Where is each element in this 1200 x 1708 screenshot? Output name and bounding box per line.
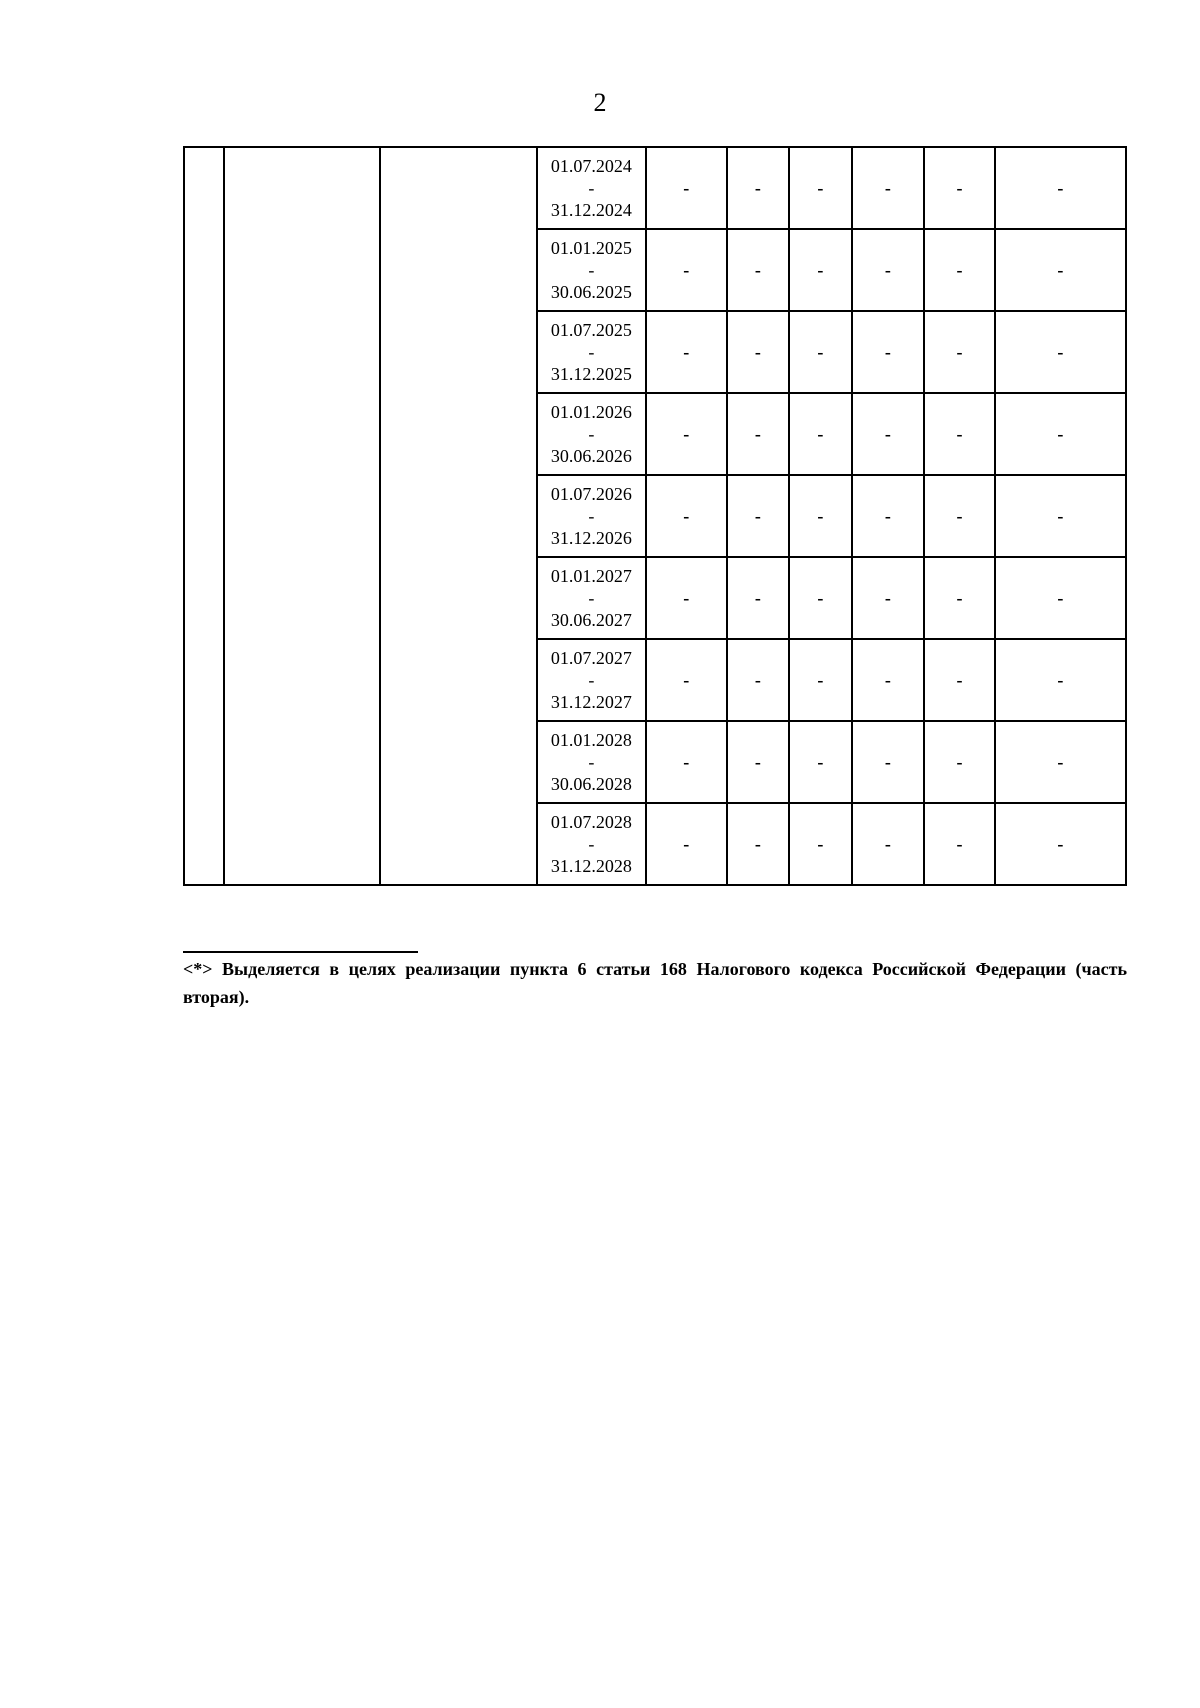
- value-cell: -: [995, 147, 1126, 229]
- value-cell: -: [646, 475, 727, 557]
- period-cell: [537, 147, 646, 229]
- period-sep: -: [588, 670, 595, 690]
- value-cell: -: [727, 475, 790, 557]
- value-cell: -: [789, 557, 852, 639]
- value-cell: -: [727, 393, 790, 475]
- value-cell: -: [852, 147, 925, 229]
- period-sep: -: [588, 342, 595, 362]
- blank-col-1: [184, 147, 224, 885]
- period-start: 01.07.2028: [550, 812, 632, 832]
- value-cell: -: [727, 721, 790, 803]
- period-end: 30.06.2027: [550, 610, 632, 630]
- page-number: 2: [593, 88, 607, 117]
- period-cell: [537, 311, 646, 393]
- value-cell: -: [852, 721, 925, 803]
- value-cell: -: [995, 639, 1126, 721]
- value-cell: -: [924, 147, 995, 229]
- period-end: 31.12.2025: [550, 364, 632, 384]
- value-cell: -: [995, 475, 1126, 557]
- value-cell: -: [995, 393, 1126, 475]
- value-cell: -: [995, 557, 1126, 639]
- period-sep: -: [588, 588, 595, 608]
- value-cell: -: [789, 803, 852, 885]
- value-cell: -: [727, 229, 790, 311]
- periods-table: [183, 146, 1127, 886]
- period-sep: -: [588, 834, 595, 854]
- period-cell: [537, 393, 646, 475]
- value-cell: -: [852, 557, 925, 639]
- value-cell: -: [727, 147, 790, 229]
- value-cell: -: [852, 311, 925, 393]
- value-cell: -: [995, 803, 1126, 885]
- value-cell: -: [924, 311, 995, 393]
- period-start: 01.01.2028: [550, 730, 632, 750]
- period-sep: -: [588, 178, 595, 198]
- value-cell: -: [924, 557, 995, 639]
- value-cell: -: [852, 803, 925, 885]
- period-cell: [537, 557, 646, 639]
- period-cell: [537, 229, 646, 311]
- period-sep: -: [588, 424, 595, 444]
- period-end: 31.12.2027: [550, 692, 632, 712]
- value-cell: -: [789, 721, 852, 803]
- value-cell: -: [924, 639, 995, 721]
- period-cell: [537, 803, 646, 885]
- period-end: 31.12.2026: [550, 528, 632, 548]
- value-cell: -: [924, 803, 995, 885]
- footnote-text: <*> Выделяется в целях реализации пункта 6 статьи 168 Налогового кодекса Российской Федерации (часть вторая).: [183, 959, 1127, 1007]
- table-row: [184, 147, 1126, 229]
- value-cell: -: [924, 721, 995, 803]
- value-cell: -: [852, 639, 925, 721]
- period-end: 31.12.2024: [550, 200, 632, 220]
- blank-col-2: [224, 147, 379, 885]
- period-sep: -: [588, 752, 595, 772]
- value-cell: -: [727, 557, 790, 639]
- value-cell: -: [646, 639, 727, 721]
- period-cell: [537, 639, 646, 721]
- blank-col-3: [380, 147, 537, 885]
- footnote-divider: [183, 951, 418, 953]
- value-cell: -: [924, 229, 995, 311]
- value-cell: -: [924, 393, 995, 475]
- value-cell: -: [727, 639, 790, 721]
- period-sep: -: [588, 506, 595, 526]
- period-end: 30.06.2026: [550, 446, 632, 466]
- value-cell: -: [727, 311, 790, 393]
- period-start: 01.07.2025: [550, 320, 632, 340]
- period-end: 31.12.2028: [550, 856, 632, 876]
- period-cell: [537, 721, 646, 803]
- value-cell: -: [646, 147, 727, 229]
- period-start: 01.07.2027: [550, 648, 632, 668]
- value-cell: -: [646, 721, 727, 803]
- table-body: [184, 147, 1126, 885]
- value-cell: -: [646, 557, 727, 639]
- period-end: 30.06.2025: [550, 282, 632, 302]
- value-cell: -: [789, 229, 852, 311]
- value-cell: -: [727, 803, 790, 885]
- value-cell: -: [646, 803, 727, 885]
- value-cell: -: [789, 393, 852, 475]
- value-cell: -: [924, 475, 995, 557]
- value-cell: -: [852, 393, 925, 475]
- value-cell: -: [852, 229, 925, 311]
- value-cell: -: [789, 639, 852, 721]
- value-cell: -: [995, 311, 1126, 393]
- period-start: 01.07.2024: [550, 156, 632, 176]
- period-end: 30.06.2028: [550, 774, 632, 794]
- value-cell: -: [789, 147, 852, 229]
- period-start: 01.01.2026: [550, 402, 632, 422]
- value-cell: -: [646, 229, 727, 311]
- value-cell: -: [852, 475, 925, 557]
- value-cell: -: [646, 393, 727, 475]
- value-cell: -: [646, 311, 727, 393]
- period-start: 01.01.2027: [550, 566, 632, 586]
- period-sep: -: [588, 260, 595, 280]
- value-cell: -: [789, 311, 852, 393]
- value-cell: -: [995, 721, 1126, 803]
- period-cell: [537, 475, 646, 557]
- value-cell: -: [789, 475, 852, 557]
- period-start: 01.01.2025: [550, 238, 632, 258]
- period-start: 01.07.2026: [550, 484, 632, 504]
- value-cell: -: [995, 229, 1126, 311]
